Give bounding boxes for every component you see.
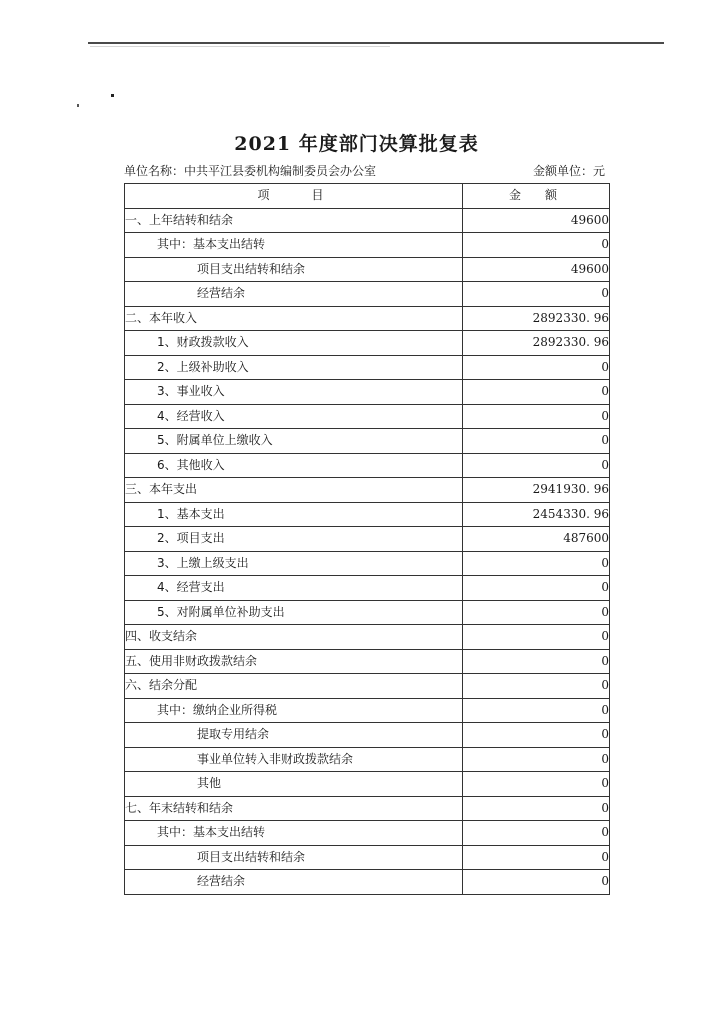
table-row <box>125 674 610 699</box>
scan-speck <box>77 104 79 107</box>
row-amount-value: 0 <box>463 551 610 576</box>
table-row <box>125 282 610 307</box>
row-amount-value: 0 <box>463 625 610 650</box>
scan-speck <box>111 94 114 97</box>
table-row <box>125 747 610 772</box>
row-item-label: 4、经营支出 <box>125 576 463 601</box>
row-amount-value: 0 <box>463 723 610 748</box>
row-amount-value: 0 <box>463 698 610 723</box>
table-row <box>125 208 610 233</box>
table-row <box>125 306 610 331</box>
row-item-label: 2、上级补助收入 <box>125 355 463 380</box>
row-item-label: 其中：基本支出结转 <box>125 233 463 258</box>
row-amount-value: 0 <box>463 772 610 797</box>
row-item-label: 项目支出结转和结余 <box>125 845 463 870</box>
row-amount-value: 2454330. 96 <box>463 502 610 527</box>
row-item-label: 3、上缴上级支出 <box>125 551 463 576</box>
row-item-label: 3、事业收入 <box>125 380 463 405</box>
table-row <box>125 429 610 454</box>
row-item-label: 1、基本支出 <box>125 502 463 527</box>
row-amount-value: 0 <box>463 404 610 429</box>
row-amount-value: 0 <box>463 870 610 895</box>
row-amount-value: 0 <box>463 233 610 258</box>
table-row <box>125 845 610 870</box>
table-row <box>125 625 610 650</box>
table-row <box>125 576 610 601</box>
row-item-label: 项目支出结转和结余 <box>125 257 463 282</box>
row-amount-value: 49600 <box>463 208 610 233</box>
row-item-label: 七、年末结转和结余 <box>125 796 463 821</box>
row-item-label: 4、经营收入 <box>125 404 463 429</box>
table-row <box>125 821 610 846</box>
page-title: 2021 年度部门决算批复表 <box>234 133 479 155</box>
row-amount-value: 2892330. 96 <box>463 331 610 356</box>
table-row <box>125 698 610 723</box>
row-item-label: 经营结余 <box>125 870 463 895</box>
table-row <box>125 551 610 576</box>
table-row <box>125 331 610 356</box>
budget-approval-table <box>124 183 610 895</box>
row-amount-value: 49600 <box>463 257 610 282</box>
row-item-label: 二、本年收入 <box>125 306 463 331</box>
row-item-label: 2、项目支出 <box>125 527 463 552</box>
table-row <box>125 723 610 748</box>
table-row <box>125 649 610 674</box>
header-amount: 金 额 <box>463 184 610 209</box>
row-item-label: 5、附属单位上缴收入 <box>125 429 463 454</box>
row-item-label: 其中：基本支出结转 <box>125 821 463 846</box>
scan-edge-line <box>88 42 664 44</box>
row-amount-value: 0 <box>463 380 610 405</box>
unit-name-label: 单位名称：中共平江县委机构编制委员会办公室 <box>124 164 377 178</box>
row-amount-value: 0 <box>463 576 610 601</box>
table-row <box>125 478 610 503</box>
table-row <box>125 772 610 797</box>
row-amount-value: 0 <box>463 355 610 380</box>
row-item-label: 5、对附属单位补助支出 <box>125 600 463 625</box>
row-amount-value: 0 <box>463 453 610 478</box>
row-item-label: 提取专用结余 <box>125 723 463 748</box>
row-amount-value: 0 <box>463 747 610 772</box>
table-row <box>125 502 610 527</box>
row-item-label: 四、收支结余 <box>125 625 463 650</box>
table-row <box>125 404 610 429</box>
table-row <box>125 870 610 895</box>
row-amount-value: 0 <box>463 600 610 625</box>
row-amount-value: 0 <box>463 821 610 846</box>
row-amount-value: 2941930. 96 <box>463 478 610 503</box>
header-item: 项 目 <box>125 184 463 209</box>
row-item-label: 三、本年支出 <box>125 478 463 503</box>
table-row <box>125 796 610 821</box>
row-amount-value: 487600 <box>463 527 610 552</box>
row-item-label: 其中：缴纳企业所得税 <box>125 698 463 723</box>
row-item-label: 其他 <box>125 772 463 797</box>
table-body <box>125 208 610 894</box>
table-row <box>125 600 610 625</box>
row-amount-value: 0 <box>463 845 610 870</box>
row-amount-value: 0 <box>463 282 610 307</box>
row-amount-value: 0 <box>463 429 610 454</box>
money-unit-label: 金额单位：元 <box>532 164 605 178</box>
row-amount-value: 0 <box>463 649 610 674</box>
row-item-label: 六、结余分配 <box>125 674 463 699</box>
table-row <box>125 380 610 405</box>
row-item-label: 1、财政拨款收入 <box>125 331 463 356</box>
row-amount-value: 0 <box>463 796 610 821</box>
scan-edge-line-faint <box>90 46 390 47</box>
table-row <box>125 257 610 282</box>
table-row <box>125 527 610 552</box>
row-item-label: 6、其他收入 <box>125 453 463 478</box>
row-item-label: 一、上年结转和结余 <box>125 208 463 233</box>
row-item-label: 事业单位转入非财政拨款结余 <box>125 747 463 772</box>
table-header-row <box>125 184 610 209</box>
row-amount-value: 2892330. 96 <box>463 306 610 331</box>
row-item-label: 五、使用非财政拨款结余 <box>125 649 463 674</box>
table-row <box>125 453 610 478</box>
table-row <box>125 355 610 380</box>
table-row <box>125 233 610 258</box>
row-item-label: 经营结余 <box>125 282 463 307</box>
row-amount-value: 0 <box>463 674 610 699</box>
